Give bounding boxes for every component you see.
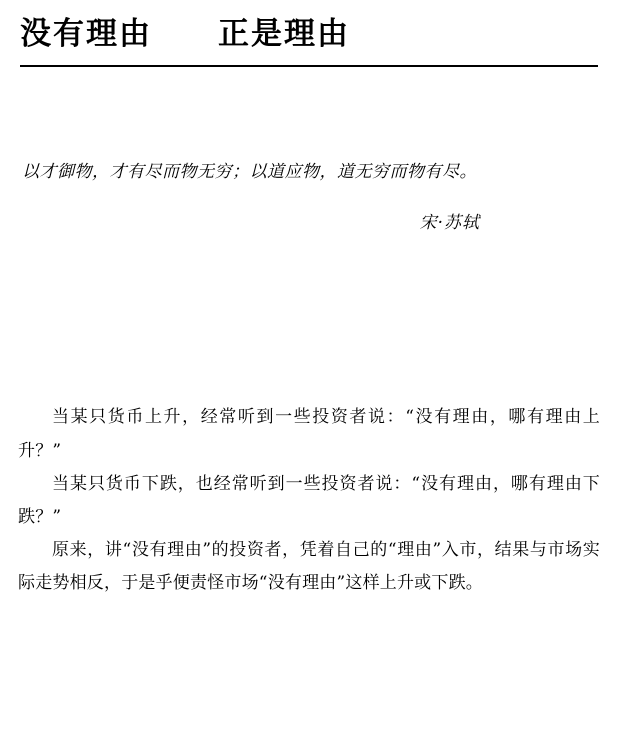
epigraph-attribution: 宋·苏轼: [419, 213, 480, 234]
title-divider: [20, 65, 598, 67]
document-page: [0, 16, 618, 733]
paragraph: 当某只货币下跌，也经常听到一些投资者说：“没有理由，哪有理由下跌？”: [18, 473, 600, 527]
paragraph: 原来，讲“没有理由”的投资者，凭着自己的“理由”入市，结果与市场实际走势相反，于是乎便责怪市场“没有理由”这样上升或下跌。: [18, 539, 600, 594]
epigraph-block: [18, 159, 600, 233]
paragraph: 当某只货币上升，经常听到一些投资者说：“没有理由，哪有理由上升？”: [18, 407, 600, 461]
epigraph-quote: 以才御物，才有尽而物无穷；以道应物，道无穷而物有尽。: [22, 162, 477, 183]
body-text: [18, 401, 600, 600]
page-title: 没有理由 正是理由: [20, 16, 350, 52]
